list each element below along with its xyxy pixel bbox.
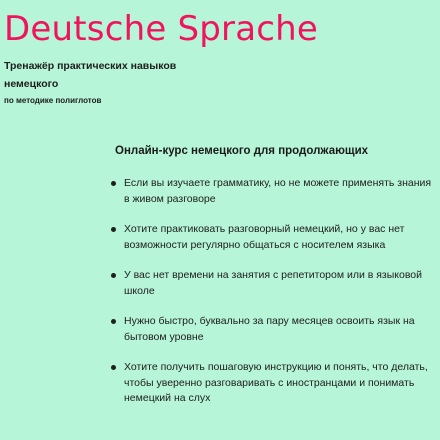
tagline <box>4 58 234 108</box>
benefits-list <box>108 176 438 422</box>
list-item-text: У вас нет времени на занятия с репетитором или в языковой школе <box>124 269 423 297</box>
bullet-icon <box>111 181 116 186</box>
tagline-line-1: Тренажёр практических навыков <box>4 60 177 72</box>
tagline-line-3: по методике полиглотов <box>4 96 102 105</box>
list-item <box>108 314 438 345</box>
list-item-text: Нужно быстро, буквально за пару месяцев освоить язык на бытовом уровне <box>124 315 415 343</box>
list-item-text: Хотите практиковать разговорный немецкий, но у вас нет возможности регулярно общаться с носителем языка <box>124 223 405 251</box>
bullet-icon <box>111 273 116 278</box>
tagline-line-2: немецкого <box>4 78 59 90</box>
list-item <box>108 176 438 207</box>
list-item <box>108 222 438 253</box>
bullet-icon <box>111 365 116 370</box>
bullet-icon <box>111 319 116 324</box>
bullet-icon <box>111 227 116 232</box>
list-item-text: Хотите получить пошаговую инструкцию и понять, что делать, чтобы уверенно разговаривать с иностранцами и понимать немецкий на слух <box>124 361 428 404</box>
course-heading: Онлайн-курс немецкого для продолжающих <box>115 145 369 157</box>
list-item <box>108 360 438 407</box>
list-item <box>108 268 438 299</box>
brand-title: Deutsche Sprache <box>4 9 318 49</box>
list-item-text: Если вы изучаете грамматику, но не можете применять знания в живом разговоре <box>124 177 432 205</box>
